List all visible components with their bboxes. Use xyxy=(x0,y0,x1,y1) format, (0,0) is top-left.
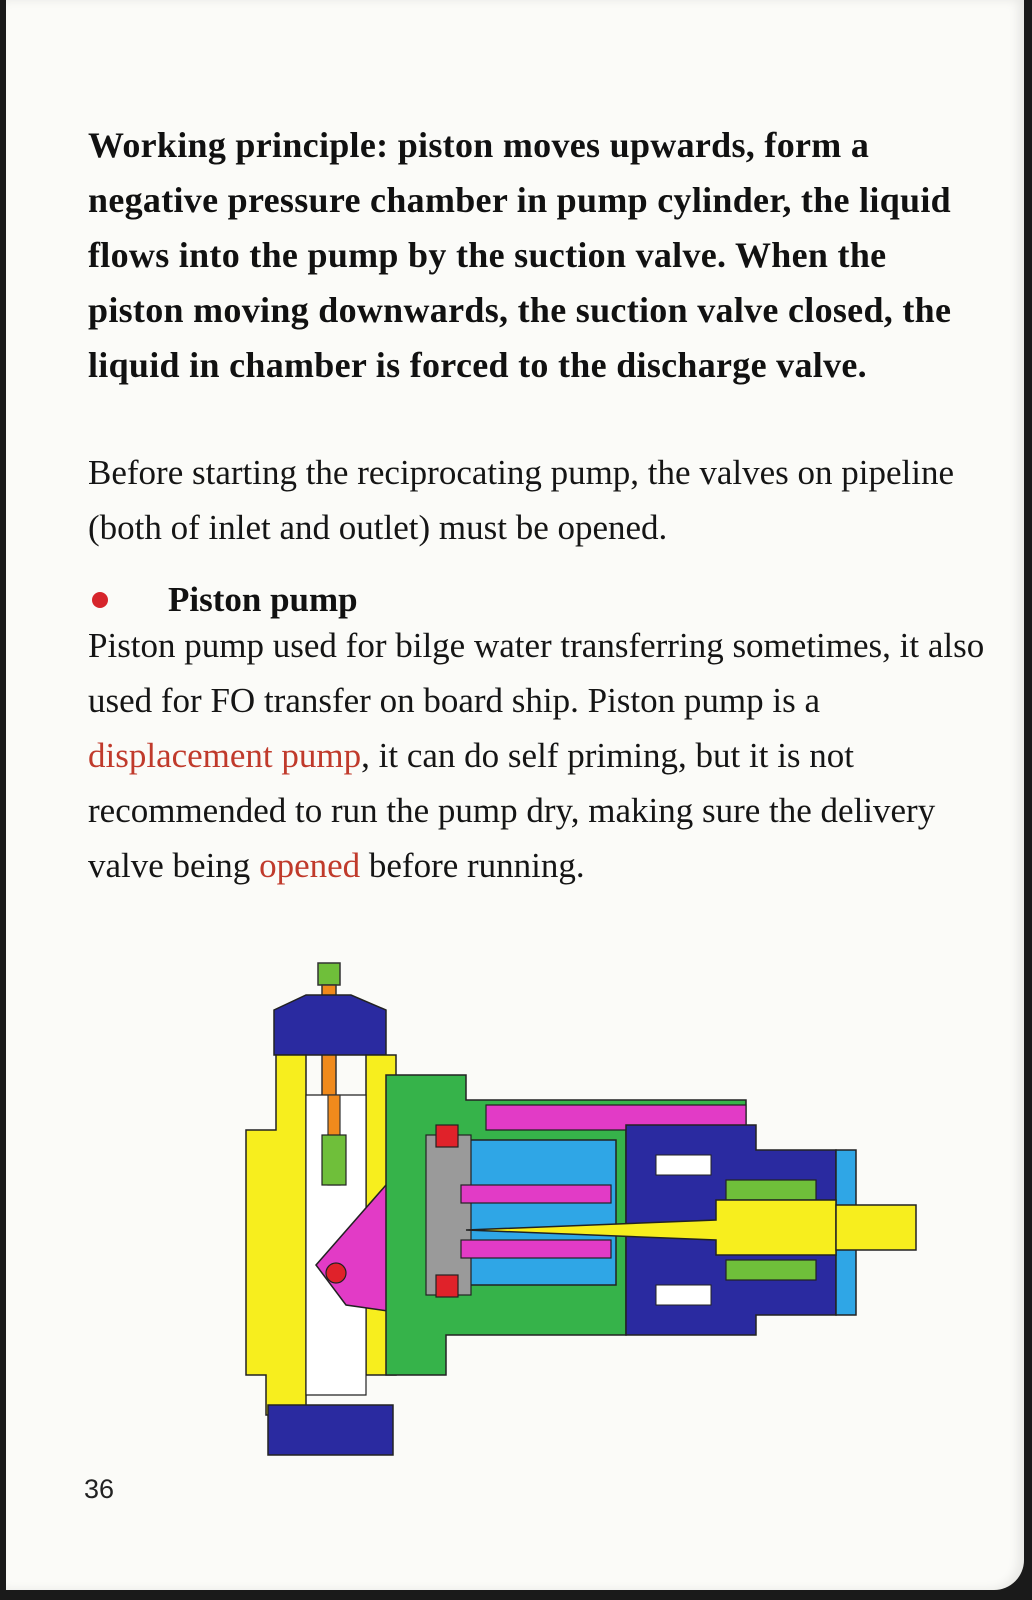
displacement-pump-highlight: displacement pump xyxy=(88,736,362,775)
piston-para-part-a: Piston pump used for bilge water transferring sometimes, it also used for FO transfer on board ship. Piston pump is a xyxy=(88,626,985,720)
page-number: 36 xyxy=(84,1474,115,1504)
piston-para-part-c: before running. xyxy=(360,846,585,885)
section-heading-label: Piston pump xyxy=(168,580,358,619)
piston-pump-paragraph xyxy=(88,618,988,893)
before-starting-paragraph: Before starting the reciprocating pump, the valves on pipeline (both of inlet and outlet) must be opened. xyxy=(88,453,954,547)
opened-highlight: opened xyxy=(259,846,361,885)
bullet-icon xyxy=(92,592,108,608)
piston-pump-diagram xyxy=(236,955,926,1465)
book-page xyxy=(6,0,1024,1590)
piston-para-part-b: , it can do self priming, but it is not recommended to run the pump dry, making sure the delivery valve being xyxy=(88,736,936,885)
working-principle-paragraph: Working principle: piston moves upwards, form a negative pressure chamber in pump cylinder, the liquid flows into the pump by the suction valve. When the piston moving downwards, the suction valve closed, the liquid in chamber is forced to the discharge valve. xyxy=(88,125,952,385)
